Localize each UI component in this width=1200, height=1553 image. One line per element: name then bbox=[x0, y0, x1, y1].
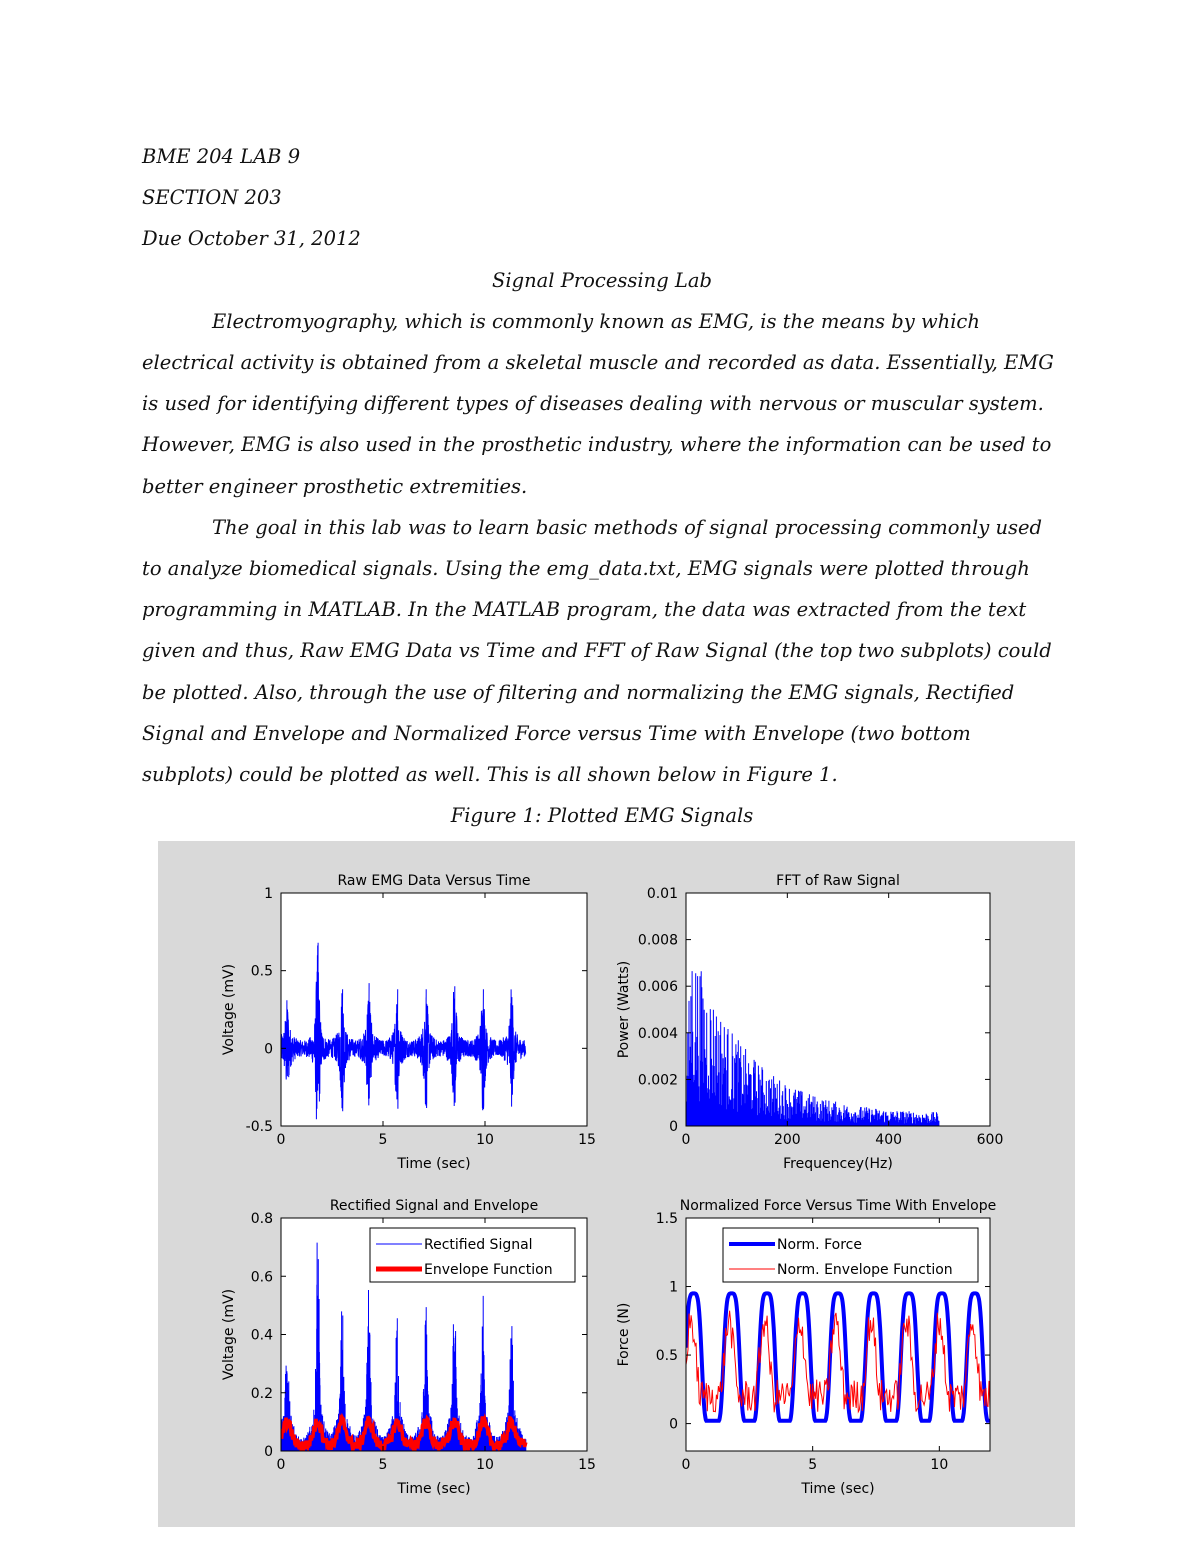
legend-label: Envelope Function bbox=[424, 1262, 553, 1278]
x-axis-label: Time (sec) bbox=[801, 1481, 875, 1497]
y-tick-label: 1 bbox=[669, 1279, 678, 1296]
subplot-title: Rectified Signal and Envelope bbox=[329, 1198, 539, 1214]
x-tick-label: 600 bbox=[976, 1132, 1004, 1148]
y-tick-label: 0 bbox=[669, 1416, 678, 1433]
paragraph-1: Electromyography, which is commonly known as EMG, is the means by which electrical activity is obtained from a skeletal muscle and recorded as data. Essentially, EMG is used for identifying different types of diseases dealing with nervous or muscular system. However, EMG is also used in the prosthetic industry, where the information can be used to better engineer prosthetic extremities. bbox=[142, 309, 1054, 498]
y-tick-label: -0.5 bbox=[245, 1119, 273, 1135]
due-line: Due October 31, 2012 bbox=[142, 227, 361, 251]
x-tick-label: 200 bbox=[773, 1132, 801, 1148]
y-tick-label: 0.5 bbox=[655, 1348, 678, 1365]
figure-svg bbox=[158, 841, 1075, 1527]
subplot-4 bbox=[616, 1198, 996, 1497]
y-tick-label: 0.002 bbox=[637, 1072, 678, 1089]
x-tick-label: 15 bbox=[578, 1457, 596, 1473]
x-tick-label: 10 bbox=[476, 1132, 494, 1148]
x-tick-label: 15 bbox=[578, 1132, 596, 1148]
y-tick-label: 0.004 bbox=[637, 1025, 678, 1042]
y-tick-label: 0.006 bbox=[637, 979, 678, 996]
y-tick-label: 0.6 bbox=[250, 1269, 273, 1286]
legend-label: Norm. Force bbox=[777, 1237, 862, 1253]
subplot-title: Raw EMG Data Versus Time bbox=[337, 873, 531, 889]
y-axis-label: Force (N) bbox=[616, 1302, 632, 1367]
x-axis-label: Time (sec) bbox=[397, 1156, 471, 1172]
y-tick-label: 0.2 bbox=[250, 1385, 273, 1402]
y-tick-label: 0 bbox=[669, 1119, 678, 1135]
x-tick-label: 0 bbox=[681, 1132, 691, 1148]
document-body bbox=[142, 136, 1062, 836]
figure-1 bbox=[158, 841, 1075, 1527]
plot-area bbox=[281, 893, 587, 1126]
paragraph-2: The goal in this lab was to learn basic methods of signal processing commonly used to analyze biomedical signals. Using the emg_data.txt, EMG signals were plotted through programming in MATLAB. In the MATLAB program, the data was extracted from the text given and thus, Raw EMG Data vs Time and FFT of Raw Signal (the top two subplots) could be plotted. Also, through the use of filtering and normalizing the EMG signals, Rectified Signal and Envelope and Normalized Force versus Time with Envelope (two bottom subplots) could be plotted as well. This is all shown below in Figure 1. bbox=[142, 515, 1052, 787]
x-tick-label: 10 bbox=[930, 1457, 949, 1473]
document-title: Signal Processing Lab bbox=[492, 268, 712, 292]
x-tick-label: 5 bbox=[378, 1457, 388, 1473]
x-axis-label: Frequencey(Hz) bbox=[783, 1156, 893, 1172]
figure-caption: Figure 1: Plotted EMG Signals bbox=[450, 804, 754, 828]
y-tick-label: 0.5 bbox=[250, 963, 273, 980]
subplot-title: Normalized Force Versus Time With Envelope bbox=[679, 1198, 997, 1214]
course-line: BME 204 LAB 9 bbox=[142, 145, 301, 168]
y-axis-label: Power (Watts) bbox=[616, 960, 632, 1059]
x-tick-label: 10 bbox=[476, 1457, 494, 1473]
legend bbox=[370, 1228, 575, 1282]
y-axis-label: Voltage (mV) bbox=[221, 963, 237, 1056]
subplot-3 bbox=[221, 1198, 596, 1497]
subplot-2 bbox=[616, 873, 1003, 1172]
subplot-title: FFT of Raw Signal bbox=[776, 873, 900, 889]
x-tick-label: 5 bbox=[808, 1457, 818, 1473]
x-tick-label: 5 bbox=[378, 1132, 388, 1148]
x-tick-label: 0 bbox=[276, 1132, 286, 1148]
y-tick-label: 0.8 bbox=[250, 1211, 273, 1227]
y-tick-label: 0 bbox=[264, 1041, 273, 1058]
y-tick-label: 0.4 bbox=[250, 1327, 273, 1344]
x-axis-label: Time (sec) bbox=[397, 1481, 471, 1497]
section-line: SECTION 203 bbox=[142, 186, 282, 210]
x-tick-label: 0 bbox=[681, 1457, 691, 1473]
y-tick-label: 1.5 bbox=[655, 1211, 678, 1227]
y-tick-label: 1 bbox=[264, 886, 273, 902]
legend-label: Norm. Envelope Function bbox=[777, 1262, 953, 1278]
x-tick-label: 400 bbox=[875, 1132, 903, 1148]
y-tick-label: 0.008 bbox=[637, 932, 678, 949]
y-tick-label: 0.01 bbox=[646, 886, 678, 902]
y-axis-label: Voltage (mV) bbox=[221, 1288, 237, 1381]
subplot-1 bbox=[221, 873, 596, 1172]
y-tick-label: 0 bbox=[264, 1444, 273, 1460]
legend-label: Rectified Signal bbox=[424, 1237, 533, 1253]
x-tick-label: 0 bbox=[276, 1457, 286, 1473]
legend bbox=[723, 1228, 978, 1282]
